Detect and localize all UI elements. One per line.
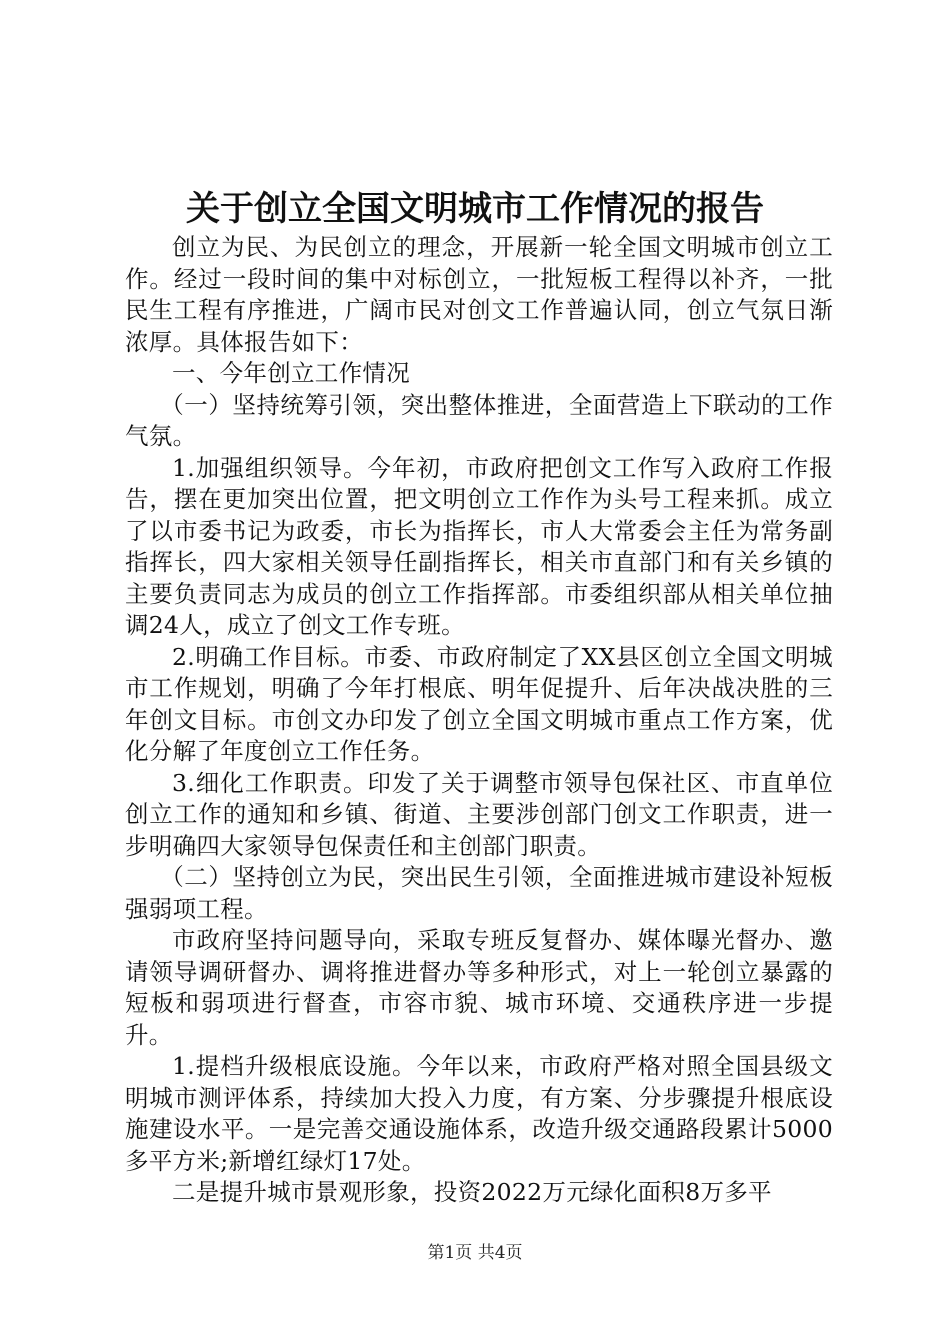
- intro-paragraph: 创立为民、为民创立的理念，开展新一轮全国文明城市创立工作。经过一段时间的集中对标创立，一批短板工程得以补齐，一批民生工程有序推进，广阔市民对创文工作普遍认同，创立气氛日渐浓厚。具体报告如下：: [125, 233, 833, 356]
- paragraph-duties: 3.细化工作职责。印发了关于调整市领导包保社区、市直单位创立工作的通知和乡镇、街道、主要涉创部门创文工作职责，进一步明确四大家领导包保责任和主创部门职责。: [125, 768, 833, 860]
- paragraph-goals: 2.明确工作目标。市委、市政府制定了XX县区创立全国文明城市工作规划，明确了今年打根底、明年促提升、后年决战决胜的三年创文目标。市创文办印发了创立全国文明城市重点工作方案，优化分解了年度创立工作任务。: [125, 642, 833, 765]
- paragraph-supervision: 市政府坚持问题导向，采取专班反复督办、媒体曝光督办、邀请领导调研督办、调将推进督办等多种形式，对上一轮创立暴露的短板和弱项进行督查，市容市貌、城市环境、交通秩序进一步提升。: [125, 926, 833, 1049]
- subsection-heading-1: （一）坚持统筹引领，突出整体推进，全面营造上下联动的工作气氛。: [125, 390, 833, 450]
- paragraph-infrastructure: 1.提档升级根底设施。今年以来，市政府严格对照全国县级文明城市测评体系，持续加大投入力度，有方案、分步骤提升根底设施建设水平。一是完善交通设施体系，改造升级交通路段累计5000多平方米;新增红绿灯17处。: [125, 1052, 833, 1175]
- subsection-heading-2: （二）坚持创立为民，突出民生引领，全面推进城市建设补短板强弱项工程。: [125, 863, 833, 923]
- paragraph-landscape: 二是提升城市景观形象，投资2022万元绿化面积8万多平: [172, 1178, 772, 1206]
- document-body: [125, 232, 833, 1209]
- section-heading-1: 一、今年创立工作情况: [172, 359, 410, 387]
- page-number: 第1页 共4页: [427, 1243, 523, 1263]
- paragraph-organization: 1.加强组织领导。今年初，市政府把创文工作写入政府工作报告，摆在更加突出位置，把文明创立工作作为头号工程来抓。成立了以市委书记为政委，市长为指挥长，市人大常委会主任为常务副指挥长，四大家相关领导任副指挥长，相关市直部门和有关乡镇的主要负责同志为成员的创立工作指挥部。市委组织部从相关单位抽调24人，成立了创文工作专班。: [125, 453, 833, 639]
- document-title: 关于创立全国文明城市工作情况的报告: [186, 189, 764, 229]
